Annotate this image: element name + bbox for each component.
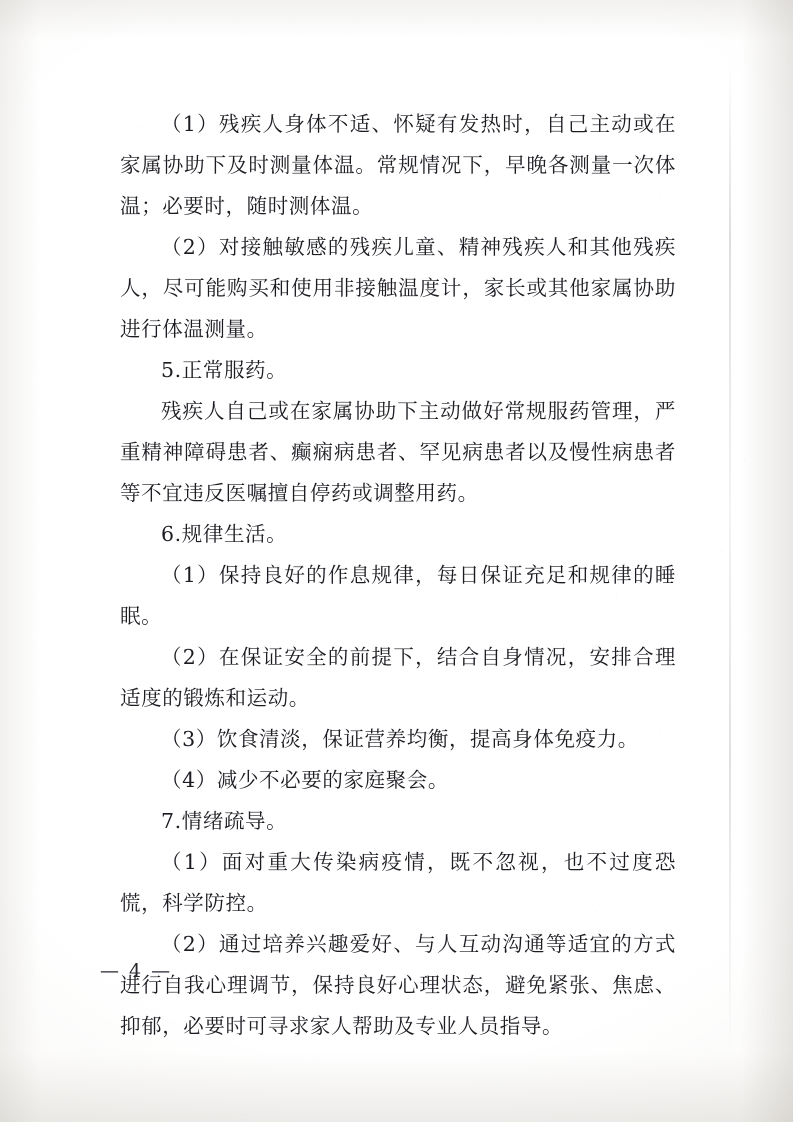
paragraph: 残疾人自己或在家属协助下主动做好常规服药管理，严重精神障碍患者、癫痫病患者、罕见病患者以及慢性病患者等不宜违反医嘱擅自停药或调整用药。 (120, 399, 676, 505)
section-heading: 5.正常服药。 (161, 358, 288, 382)
page-footer (100, 960, 656, 982)
page-shadow-right (741, 0, 793, 1122)
paragraph: （2）在保证安全的前提下，结合自身情况，安排合理适度的锻炼和运动。 (120, 645, 676, 710)
paragraph: （1）残疾人身体不适、怀疑有发热时，自己主动或在家属协助下及时测量体温。常规情况下，早晚各测量一次体温；必要时，随时测体温。 (120, 112, 676, 218)
section-heading: 7.情绪疏导。 (161, 809, 288, 833)
paragraph: （4）减少不必要的家庭聚会。 (161, 768, 449, 792)
page-number: — 4 — (100, 960, 173, 982)
paragraph: （3）饮食清淡，保证营养均衡，提高身体免疫力。 (161, 727, 639, 751)
paragraph: （2）对接触敏感的残疾儿童、精神残疾人和其他残疾人，尽可能购买和使用非接触温度计，家长或其他家属协助进行体温测量。 (120, 235, 676, 341)
paragraph: （2）通过培养兴趣爱好、与人互动沟通等适宜的方式进行自我心理调节，保持良好心理状态，避免紧张、焦虑、抑郁，必要时可寻求家人帮助及专业人员指导。 (120, 932, 676, 1038)
paragraph: （1）保持良好的作息规律，每日保证充足和规律的睡眠。 (120, 563, 676, 628)
section-heading: 6.规律生活。 (161, 522, 288, 546)
paragraph: （1）面对重大传染病疫情，既不忽视，也不过度恐慌，科学防控。 (120, 850, 676, 915)
page-shadow-top (0, 0, 793, 40)
document-body (120, 104, 676, 1047)
page-shadow-bottom (0, 1052, 793, 1122)
paper-crease (729, 60, 731, 1060)
page-shadow-left (0, 0, 40, 1122)
